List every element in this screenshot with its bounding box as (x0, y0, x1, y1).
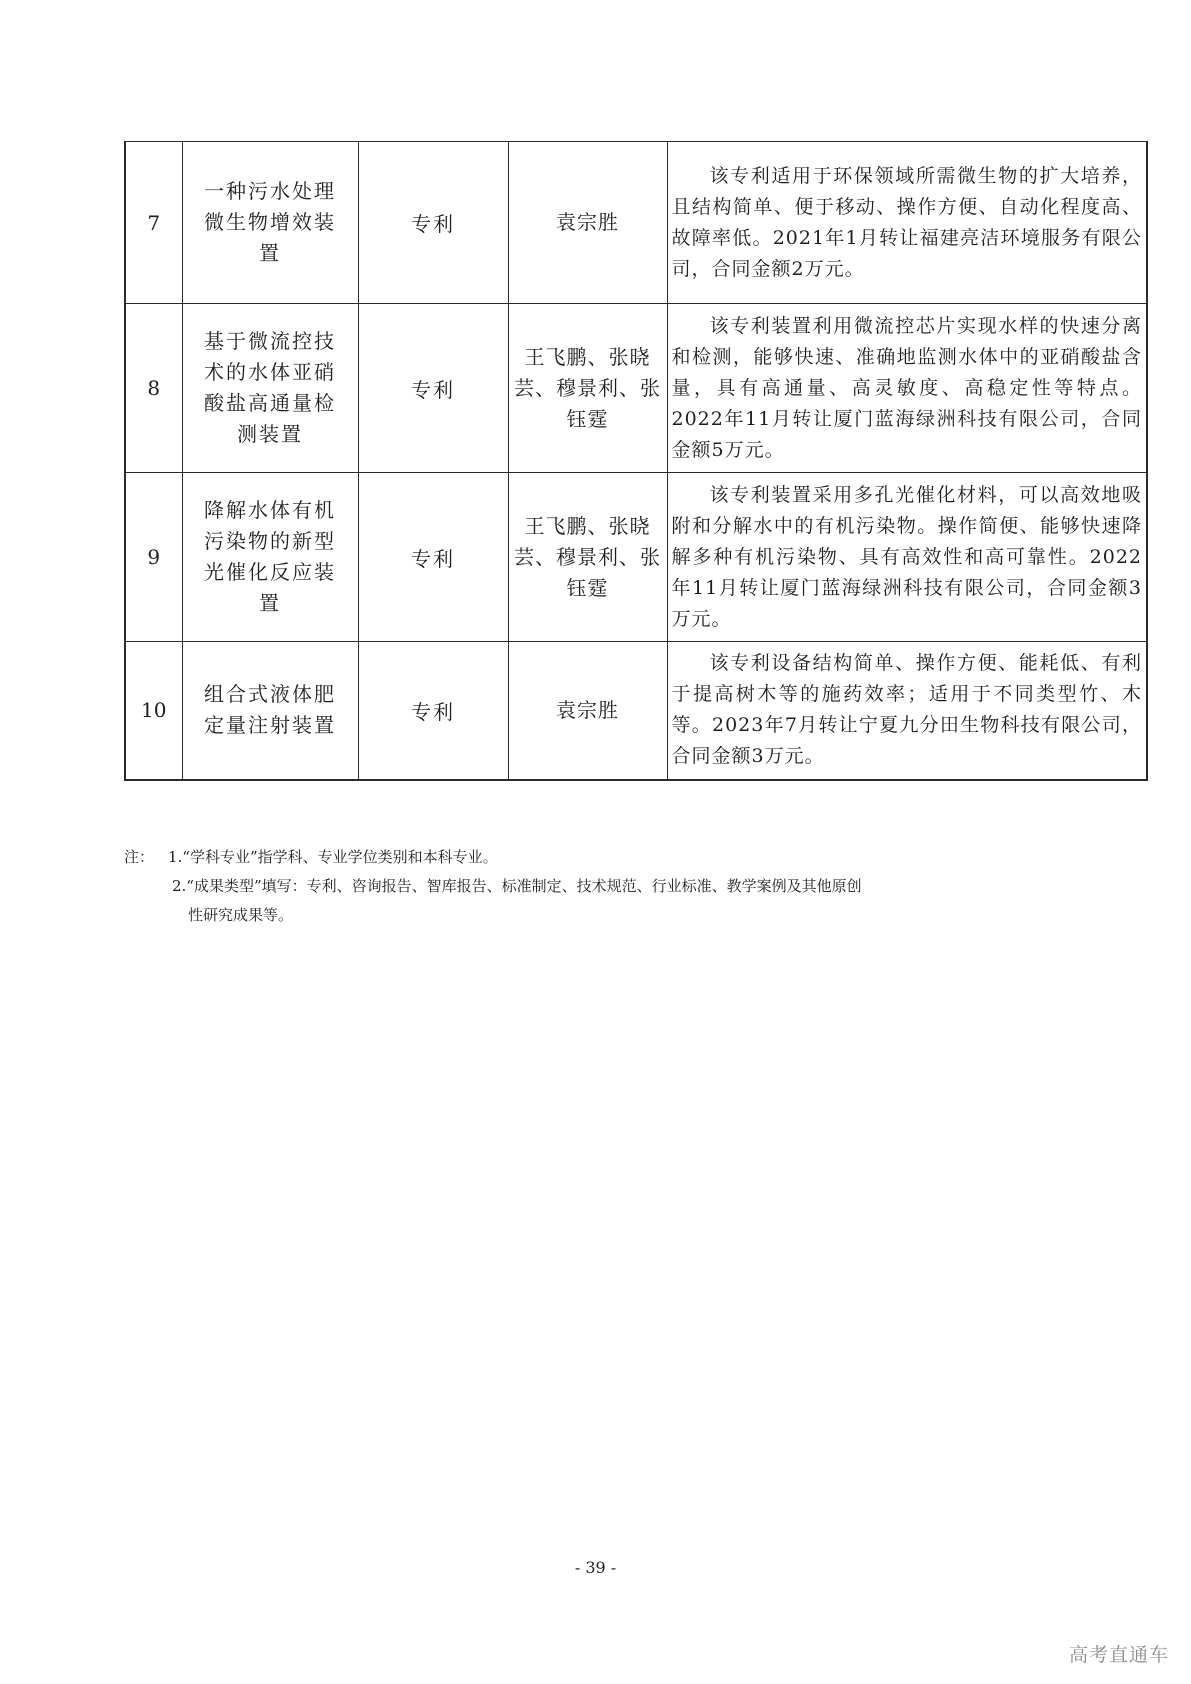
achievement-description: 该专利设备结构简单、操作方便、能耗低、有利于提高树木等的施药效率；适用于不同类型竹、木等。2023年7月转让宁夏九分田生物科技有限公司，合同金额3万元。 (671, 652, 1142, 768)
note-line-2: 2.“成果类型”填写：专利、咨询报告、智库报告、标准制定、技术规范、行业标准、教学案例及其他原创 (172, 877, 862, 895)
note-line-2-continued: 性研究成果等。 (188, 906, 294, 924)
achievement-name: 一种污水处理微生物增效装置 (182, 142, 358, 304)
achievement-people: 袁宗胜 (508, 142, 667, 304)
achievement-name: 组合式液体肥定量注射装置 (182, 642, 358, 780)
achievement-description: 该专利装置采用多孔光催化材料，可以高效地吸附和分解水中的有机污染物。操作简便、能够快速降解多种有机污染物、具有高效性和高可靠性。2022年11月转让厦门蓝海绿洲科技有限公司，合同金额3万元。 (671, 483, 1142, 630)
achievement-description-cell (667, 304, 1147, 473)
achievement-name: 降解水体有机污染物的新型光催化反应装置 (182, 473, 358, 642)
row-number: 9 (125, 473, 182, 642)
achievement-description: 该专利适用于环保领域所需微生物的扩大培养，且结构简单、便于移动、操作方便、自动化程度高、故障率低。2021年1月转让福建亮洁环境服务有限公司，合同金额2万元。 (671, 164, 1142, 280)
table-notes (124, 843, 1084, 930)
row-number: 8 (125, 304, 182, 473)
achievement-type: 专利 (358, 642, 508, 780)
table-row (125, 473, 1147, 642)
achievement-people: 王飞鹏、张晓芸、穆景利、张钰霆 (508, 304, 667, 473)
achievement-people: 王飞鹏、张晓芸、穆景利、张钰霆 (508, 473, 667, 642)
achievement-description-cell (667, 142, 1147, 304)
table-row (125, 642, 1147, 780)
table-row (125, 142, 1147, 304)
achievement-type: 专利 (358, 304, 508, 473)
page-number: - 39 - (574, 1558, 617, 1577)
row-number: 7 (125, 142, 182, 304)
achievement-people: 袁宗胜 (508, 642, 667, 780)
achievement-description-cell (667, 473, 1147, 642)
note-line-1 (124, 843, 1084, 872)
achievement-description-cell (667, 642, 1147, 780)
row-number: 10 (125, 642, 182, 780)
achievement-type: 专利 (358, 142, 508, 304)
achievement-name: 基于微流控技术的水体亚硝酸盐高通量检测装置 (182, 304, 358, 473)
achievement-description: 该专利装置利用微流控芯片实现水样的快速分离和检测，能够快速、准确地监测水体中的亚硝酸盐含量，具有高通量、高灵敏度、高稳定性等特点。2022年11月转让厦门蓝海绿洲科技有限公司，合同金额5万元。 (671, 314, 1142, 461)
table-row (125, 304, 1147, 473)
achievement-type: 专利 (358, 473, 508, 642)
note-1-text: 1.“学科专业”指学科、专业学位类别和本科专业。 (168, 848, 498, 866)
achievements-table (124, 141, 1148, 781)
watermark: 高考直通车 (1068, 1644, 1169, 1666)
notes-prefix: 注： (124, 848, 155, 866)
